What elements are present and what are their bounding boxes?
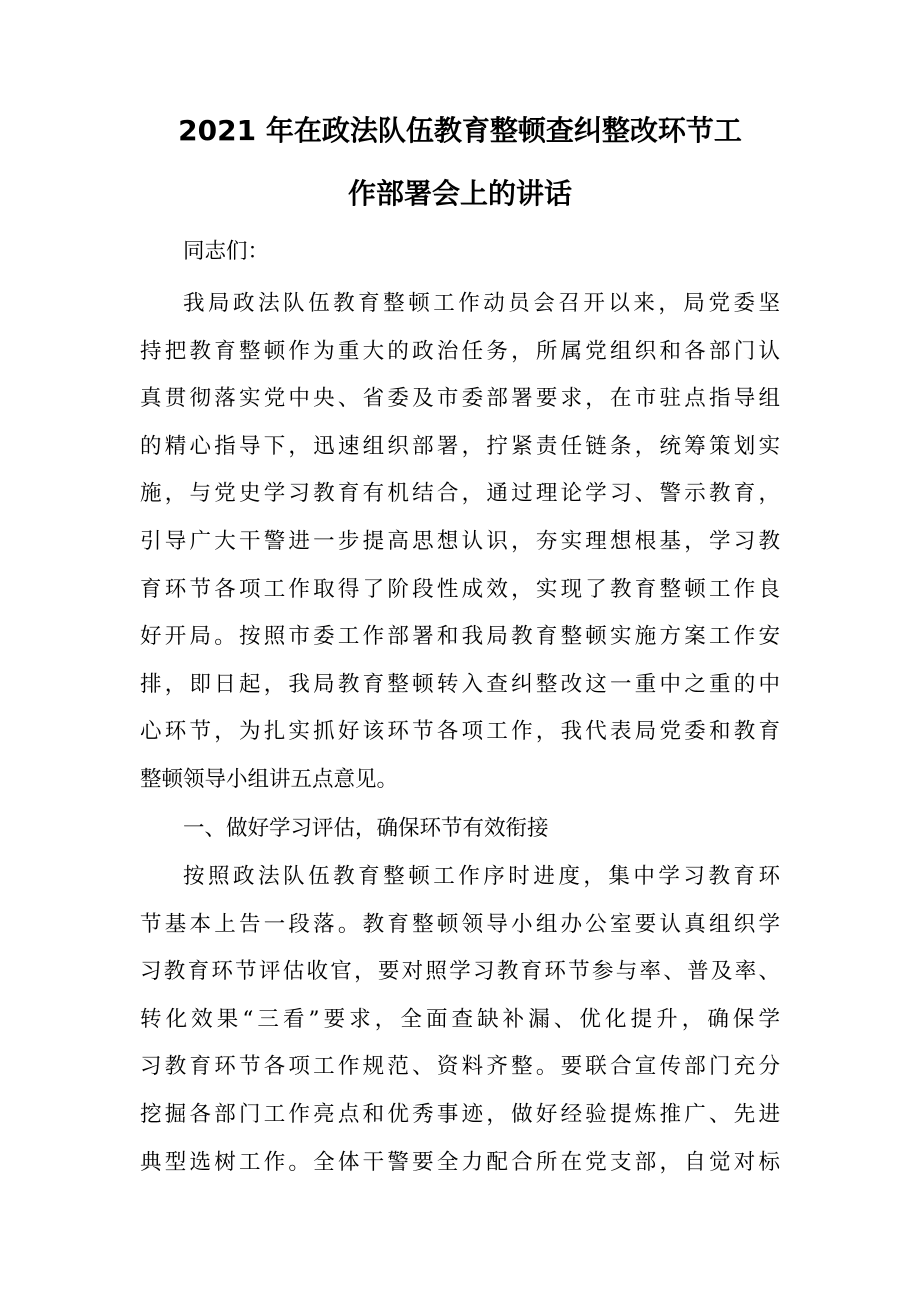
paragraph-line: 挖掘各部门工作亮点和优秀事迹，做好经验提炼推广、先进 xyxy=(140,1101,780,1127)
paragraph-line: 典型选树工作。全体干警要全力配合所在党支部，自觉对标 xyxy=(140,1149,780,1175)
salutation: 同志们： xyxy=(183,239,270,264)
paragraph-line: 排，即日起，我局教育整顿转入查纠整改这一重中之重的中 xyxy=(140,671,780,697)
paragraph-line: 按照政法队伍教育整顿工作序时进度，集中学习教育环 xyxy=(183,864,780,889)
paragraph-intro xyxy=(140,280,780,804)
paragraph-section-1 xyxy=(140,853,780,1186)
section-heading-1 xyxy=(140,805,780,853)
paragraph-line: 我局政法队伍教育整顿工作动员会召开以来，局党委坚 xyxy=(183,291,780,316)
paragraph-line: 整顿领导小组讲五点意见。 xyxy=(140,766,399,792)
paragraph-line: 习教育环节评估收官，要对照学习教育环节参与率、普及率、 xyxy=(140,959,780,985)
paragraph-line: 施，与党史学习教育有机结合，通过理论学习、警示教育， xyxy=(140,481,780,507)
document-title-line-2: 作部署会上的讲话 xyxy=(347,177,572,210)
paragraph-line: 的精心指导下，迅速组织部署，拧紧责任链条，统筹策划实 xyxy=(140,433,780,459)
section-heading-text: 一、做好学习评估，确保环节有效衔接 xyxy=(183,816,549,841)
paragraph-line: 习教育环节各项工作规范、资料齐整。要联合宣传部门充分 xyxy=(140,1054,780,1080)
paragraph-line: 心环节，为扎实抓好该环节各项工作，我代表局党委和教育 xyxy=(140,719,780,745)
paragraph-line: 节基本上告一段落。教育整顿领导小组办公室要认真组织学 xyxy=(140,911,780,937)
paragraph-line: 引导广大干警进一步提高思想认识，夯实理想根基，学习教 xyxy=(140,528,780,554)
paragraph-line: 转化效果“三看”要求，全面查缺补漏、优化提升，确保学 xyxy=(140,1006,780,1032)
paragraph-line: 好开局。按照市委工作部署和我局教育整顿实施方案工作安 xyxy=(140,624,780,650)
paragraph-line: 持把教育整顿作为重大的政治任务，所属党组织和各部门认 xyxy=(140,338,780,364)
paragraph-line: 育环节各项工作取得了阶段性成效，实现了教育整顿工作良 xyxy=(140,576,780,602)
paragraph-line: 真贯彻落实党中央、省委及市委部署要求，在市驻点指导组 xyxy=(140,386,780,412)
document-title-line-1: 2021 年在政法队伍教育整顿查纠整改环节工 xyxy=(178,114,742,147)
